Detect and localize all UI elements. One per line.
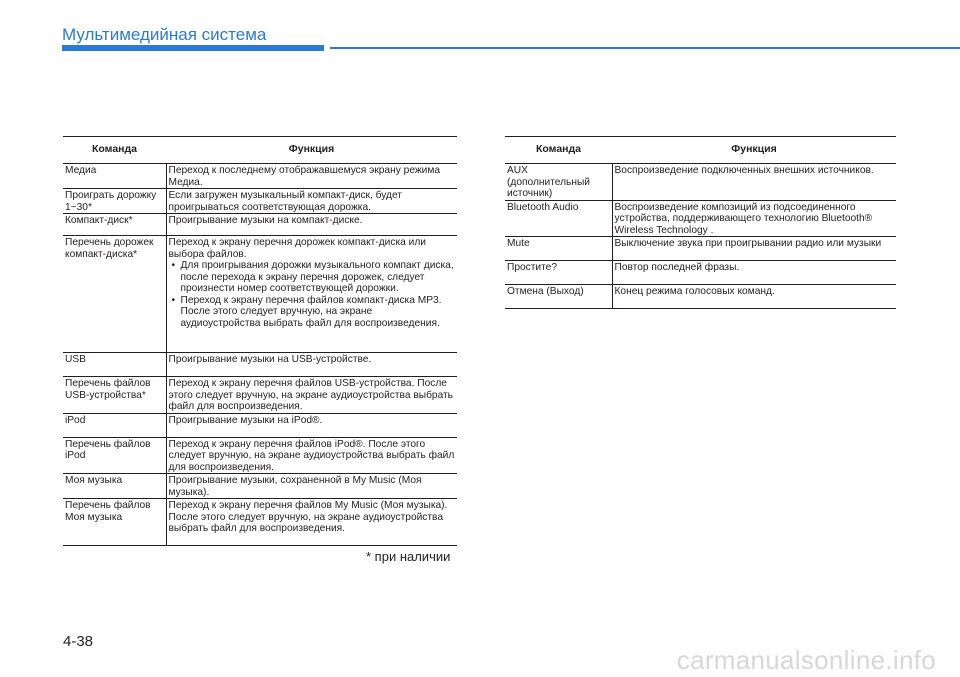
command-cell: Перечень файлов USB-устройства* — [63, 377, 166, 414]
table-row — [505, 261, 896, 285]
table-row — [63, 377, 457, 414]
table-row — [505, 200, 896, 237]
right-command-table — [505, 136, 896, 309]
watermark: carmanualsonline.info — [676, 645, 936, 675]
column-header-function: Функция — [612, 137, 896, 164]
table-row — [63, 474, 457, 499]
table-row — [505, 237, 896, 261]
bullet-list — [169, 260, 456, 329]
bullet-item: • Для проигрывания дорожки музыкального компакт диска, после перехода к экрану перечня дорожек, следует произнести номер соответствующей дорожки. — [181, 260, 456, 295]
function-cell: Проигрывание музыки, сохраненной в My Music (Моя музыка). — [166, 474, 457, 499]
table-row — [63, 189, 457, 214]
column-header-command: Команда — [63, 137, 166, 164]
column-header-function: Функция — [166, 137, 457, 164]
function-cell: Переход к последнему отображавшемуся экрану режима Медиа. — [166, 164, 457, 189]
function-cell: Проигрывание музыки на iPod®. — [166, 413, 457, 437]
function-cell: Конец режима голосовых команд. — [612, 285, 896, 309]
table-row — [63, 164, 457, 189]
table-row — [63, 353, 457, 377]
command-cell: Bluetooth Audio — [505, 200, 612, 237]
function-cell: Выключение звука при проигрывании радио или музыки — [612, 237, 896, 261]
table-row — [505, 285, 896, 309]
column-header-command: Команда — [505, 137, 612, 164]
function-cell: Проигрывание музыки на компакт-диске. — [166, 214, 457, 236]
command-cell: Перечень дорожек компакт-диска* — [63, 236, 166, 353]
function-text: Переход к экрану перечня дорожек компакт-диска или выбора файлов. — [168, 237, 426, 260]
function-cell: Если загружен музыкальный компакт-диск, будет проигрываться соответствующая дорожка. — [166, 189, 457, 214]
command-cell: Отмена (Выход) — [505, 285, 612, 309]
table-row — [505, 164, 896, 201]
function-cell: Воспроизведение подключенных внешних источников. — [612, 164, 896, 201]
function-cell: Повтор последней фразы. — [612, 261, 896, 285]
function-cell: Переход к экрану перечня файлов USB-устройства. После этого следует вручную, на экране аудиоустройства выбрать файл для воспроизведения. — [166, 377, 457, 414]
command-cell: Перечень файлов iPod — [63, 437, 166, 474]
command-cell: Компакт-диск* — [63, 214, 166, 236]
table-row — [63, 413, 457, 437]
function-cell: Переход к экрану перечня файлов iPod®. После этого следует вручную, на экране аудиоустройства выбрать файл для воспроизведения. — [166, 437, 457, 474]
command-cell: Перечень файлов Моя музыка — [63, 499, 166, 546]
command-cell: Медиа — [63, 164, 166, 189]
function-cell: Воспроизведение композиций из подсоединенного устройства, поддерживающего технологию Bluetooth® Wireless Technology . — [612, 200, 896, 237]
command-cell: Проиграть дорожку 1~30* — [63, 189, 166, 214]
bullet-item: • Переход к экрану перечня файлов компакт-диска MP3. После этого следует вручную, на экране аудиоустройства выбрать файл для воспроизведения. — [181, 295, 456, 330]
command-cell: Моя музыка — [63, 474, 166, 499]
header-bar-thin — [330, 47, 960, 49]
command-cell: iPod — [63, 413, 166, 437]
header-bar-thick — [62, 45, 324, 51]
command-cell: Mute — [505, 237, 612, 261]
table-header-row — [63, 137, 457, 164]
function-cell — [166, 236, 457, 353]
function-cell: Проигрывание музыки на USB-устройстве. — [166, 353, 457, 377]
function-cell: Переход к экрану перечня файлов My Music (Моя музыка). После этого следует вручную, на экране аудиоустройства выбрать файл для воспроизведения. — [166, 499, 457, 546]
command-cell: AUX (дополнительный источник) — [505, 164, 612, 201]
footnote: * при наличии — [366, 549, 451, 564]
table-row — [63, 214, 457, 236]
table-header-row — [505, 137, 896, 164]
section-title: Мультимедийная система — [62, 25, 267, 44]
table-row — [63, 236, 457, 353]
table-row — [63, 499, 457, 546]
page-number: 4-38 — [63, 633, 94, 650]
command-cell: Простите? — [505, 261, 612, 285]
table-row — [63, 437, 457, 474]
command-cell: USB — [63, 353, 166, 377]
left-command-table — [63, 136, 457, 546]
